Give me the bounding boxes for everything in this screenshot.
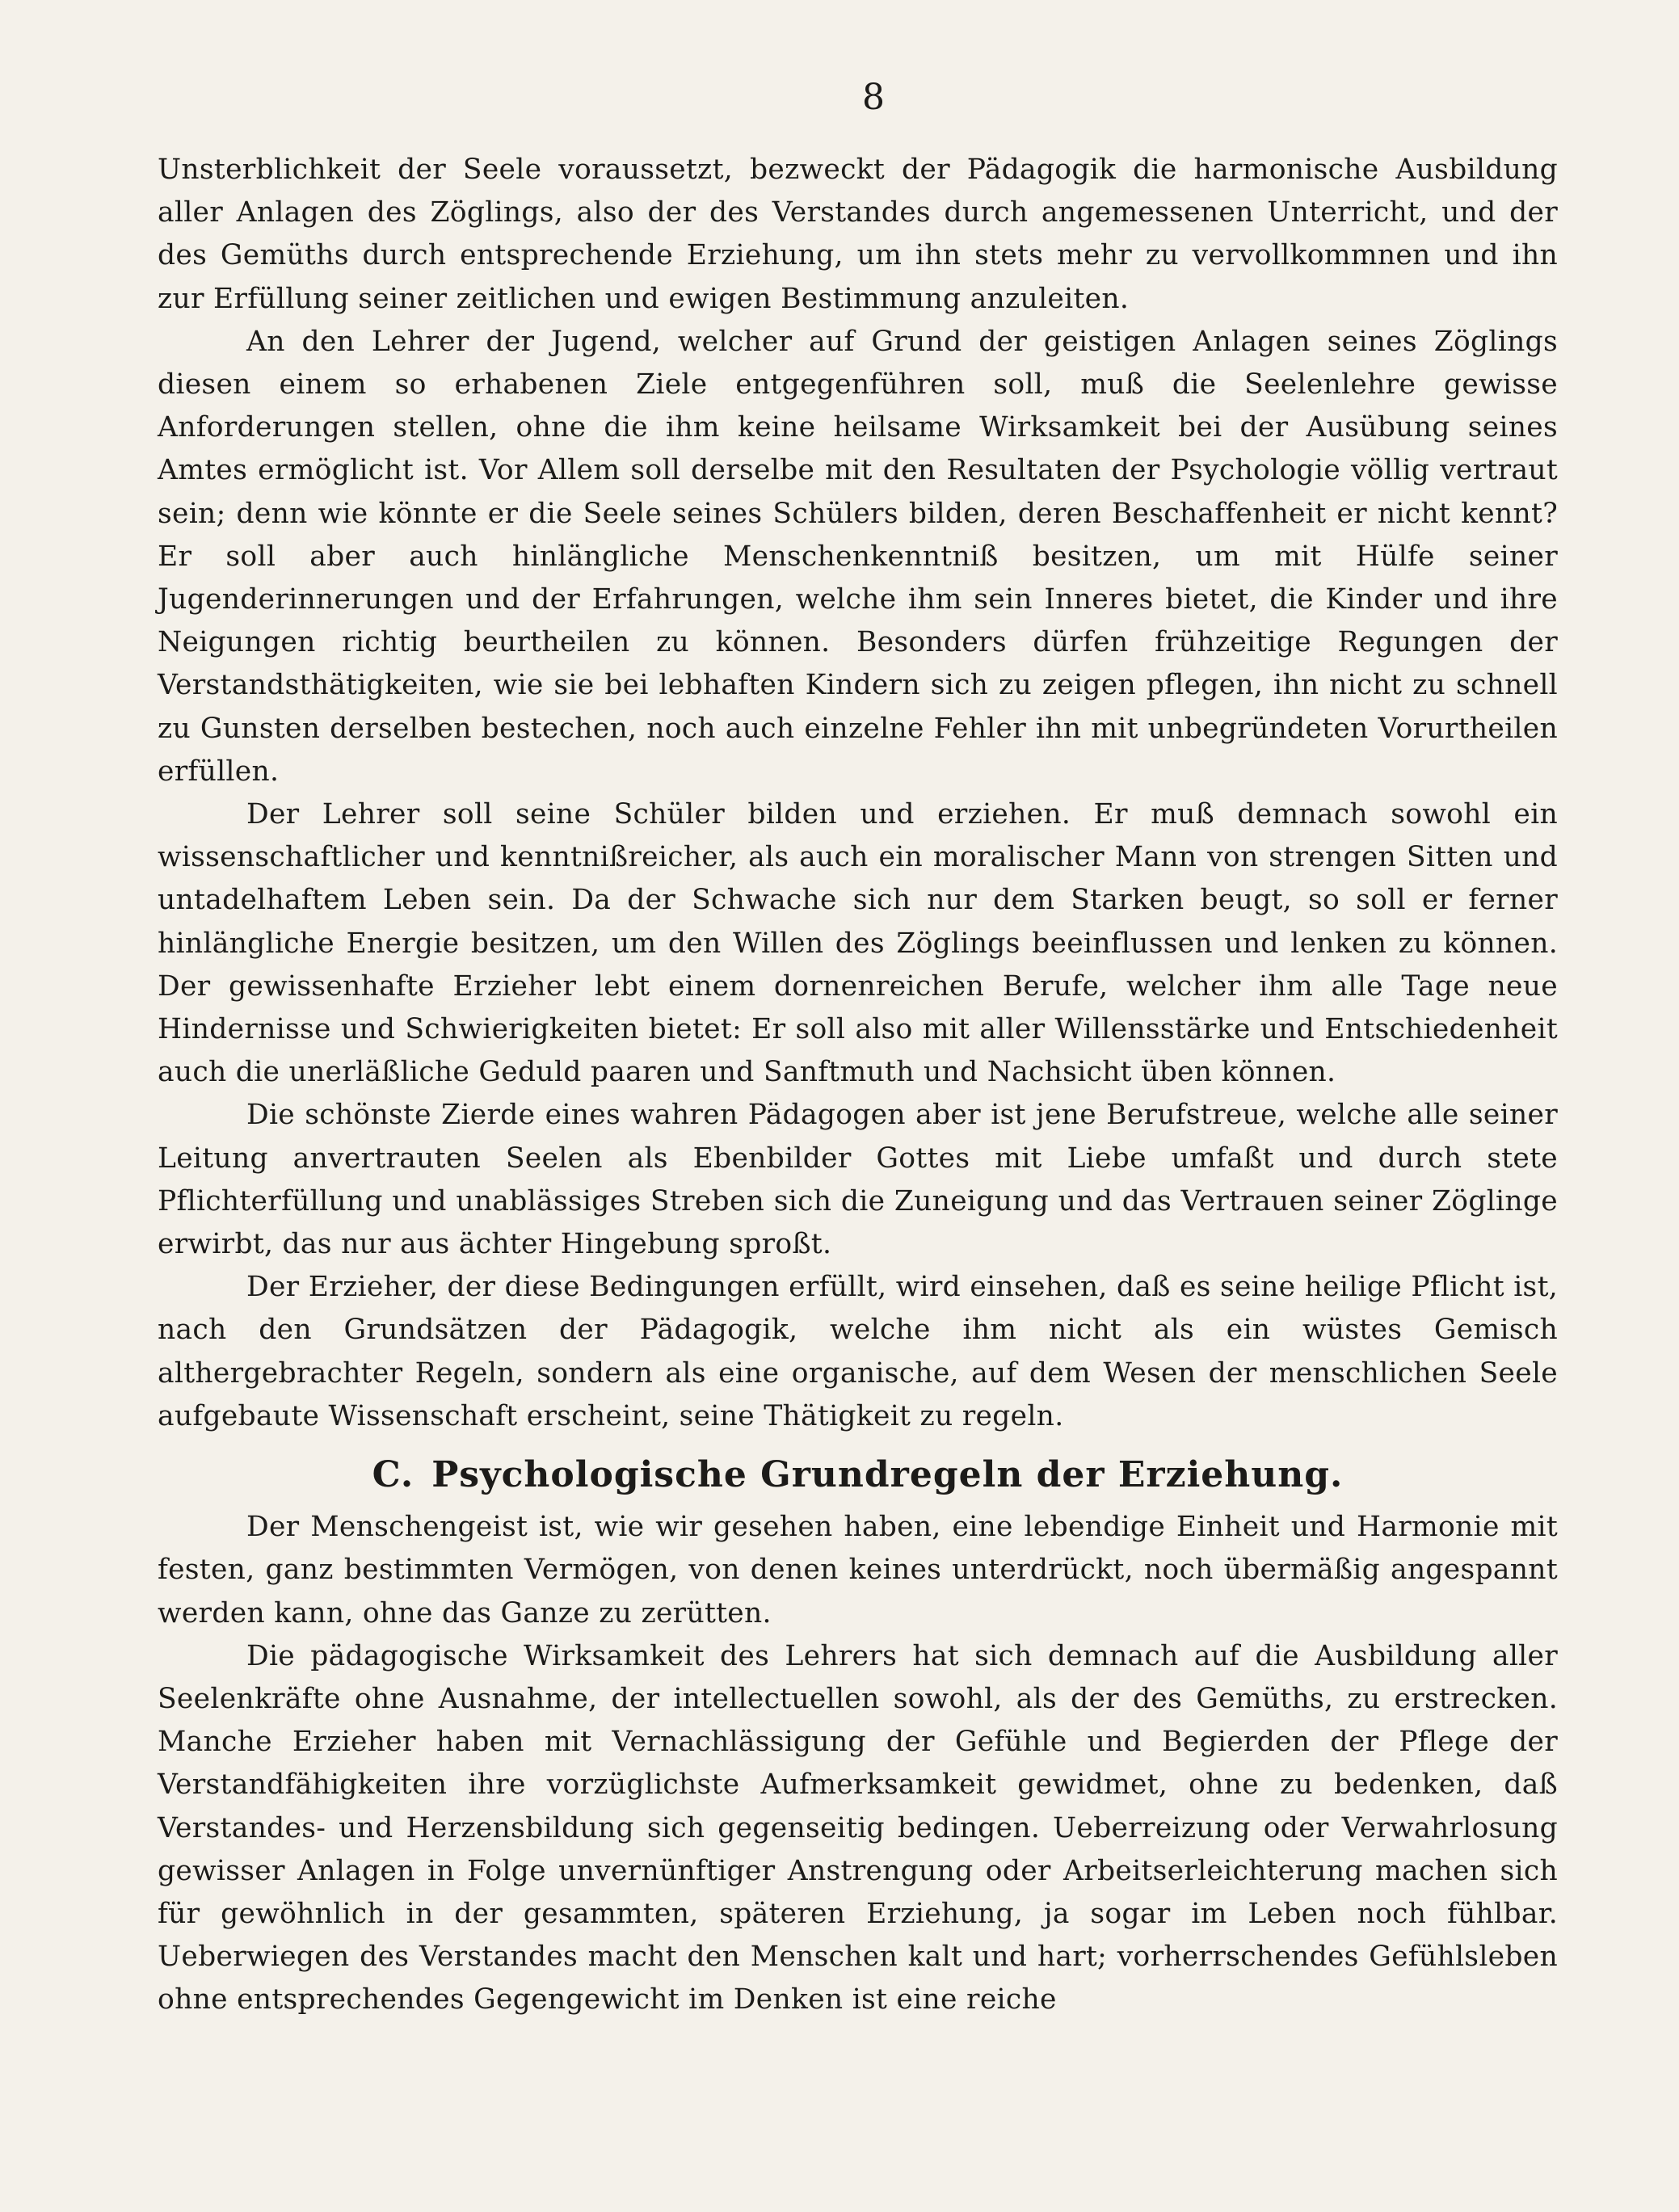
- paragraph: Der Menschengeist ist, wie wir gesehen haben, eine lebendige Einheit und Harmonie mit festen, ganz bestimmten Vermögen, von denen keines unterdrückt, noch übermäßig angespannt werden kann, ohne das Ganze zu zerütten.: [158, 1511, 1558, 1630]
- paragraph: Unsterblichkeit der Seele voraussetzt, bezweckt der Pädagogik die harmonische Ausbildung aller Anlagen des Zöglings, also der des Verstandes durch angemessenen Unterricht, und der des Gemüths durch entsprechende Erziehung, um ihn stets mehr zu vervollkommnen und ihn zur Erfüllung seiner zeitlichen und ewigen Bestimmung anzuleiten.: [158, 153, 1558, 315]
- paragraph: Der Erzieher, der diese Bedingungen erfüllt, wird einsehen, daß es seine heilige Pflicht ist, nach den Grundsätzen der Pädagogik, welche ihm nicht als ein wüstes Gemisch althergebrachter Regeln, sondern als eine organische, auf dem Wesen der menschlichen Seele aufgebaute Wissenschaft erscheint, seine Thätigkeit zu regeln.: [158, 1271, 1558, 1432]
- paragraph: An den Lehrer der Jugend, welcher auf Grund der geistigen Anlagen seines Zöglings diesen einem so erhabenen Ziele entgegenführen soll, muß die Seelenlehre gewisse Anforderungen stellen, ohne die ihm keine heilsame Wirksamkeit bei der Ausübung seines Amtes ermöglicht ist. Vor Allem soll derselbe mit den Resultaten der Psychologie völlig vertraut sein; denn wie könnte er die Seele seines Schülers bilden, deren Beschaffenheit er nicht kennt? Er soll aber auch hinlängliche Menschenkenntniß besitzen, um mit Hülfe seiner Jugenderinnerungen und der Erfahrungen, welche ihm sein Inneres bietet, die Kinder und ihre Neigungen richtig beurtheilen zu können. Besonders dürfen frühzeitige Regungen der Verstandsthätigkeiten, wie sie bei lebhaften Kindern sich zu zeigen pflegen, ihn nicht zu schnell zu Gunsten derselben bestechen, noch auch einzelne Fehler ihn mit unbegründeten Vorurtheilen erfüllen.: [158, 325, 1558, 788]
- section-letter: C.: [372, 1454, 414, 1496]
- section-title: Psychologische Grundregeln der Erziehung.: [431, 1454, 1344, 1496]
- page-number: 8: [862, 77, 886, 118]
- paragraph: Die pädagogische Wirksamkeit des Lehrers hat sich demnach auf die Ausbildung aller Seelenkräfte ohne Ausnahme, der intellectuellen sowohl, als der des Gemüths, zu erstrecken. Manche Erzieher haben mit Vernachlässigung der Gefühle und Begierden der Pflege der Verstandfähigkeiten ihre vorzüglichste Aufmerksamkeit gewidmet, ohne zu bedenken, daß Verstandes- und Herzensbildung sich gegenseitig bedingen. Ueberreizung oder Verwahrlosung gewisser Anlagen in Folge unvernünftiger Anstrengung oder Arbeitserleichterung machen sich für gewöhnlich in der gesammten, späteren Erziehung, ja sogar im Leben noch fühlbar. Ueberwiegen des Verstandes macht den Menschen kalt und hart; vorherrschendes Gefühlsleben ohne entsprechendes Gegengewicht im Denken ist eine reiche: [158, 1639, 1558, 2016]
- body-text-lower: [158, 1506, 1558, 2021]
- body-text-upper: [158, 149, 1558, 1438]
- section-heading: [158, 1449, 1558, 1501]
- paragraph: Der Lehrer soll seine Schüler bilden und erziehen. Er muß demnach sowohl ein wissenschaftlicher und kenntnißreicher, als auch ein moralischer Mann von strengen Sitten und untadelhaftem Leben sein. Da der Schwache sich nur dem Starken beugt, so soll er ferner hinlängliche Energie besitzen, um den Willen des Zöglings beeinflussen und lenken zu können. Der gewissenhafte Erzieher lebt einem dornenreichen Berufe, welcher ihm alle Tage neue Hindernisse und Schwierigkeiten bietet: Er soll also mit aller Willensstärke und Entschiedenheit auch die unerläßliche Geduld paaren und Sanftmuth und Nachsicht üben können.: [158, 798, 1558, 1089]
- paragraph: Die schönste Zierde eines wahren Pädagogen aber ist jene Berufstreue, welche alle seiner Leitung anvertrauten Seelen als Ebenbilder Gottes mit Liebe umfaßt und durch stete Pflichterfüllung und unablässiges Streben sich die Zuneigung und das Vertrauen seiner Zöglinge erwirbt, das nur aus ächter Hingebung sproßt.: [158, 1099, 1558, 1261]
